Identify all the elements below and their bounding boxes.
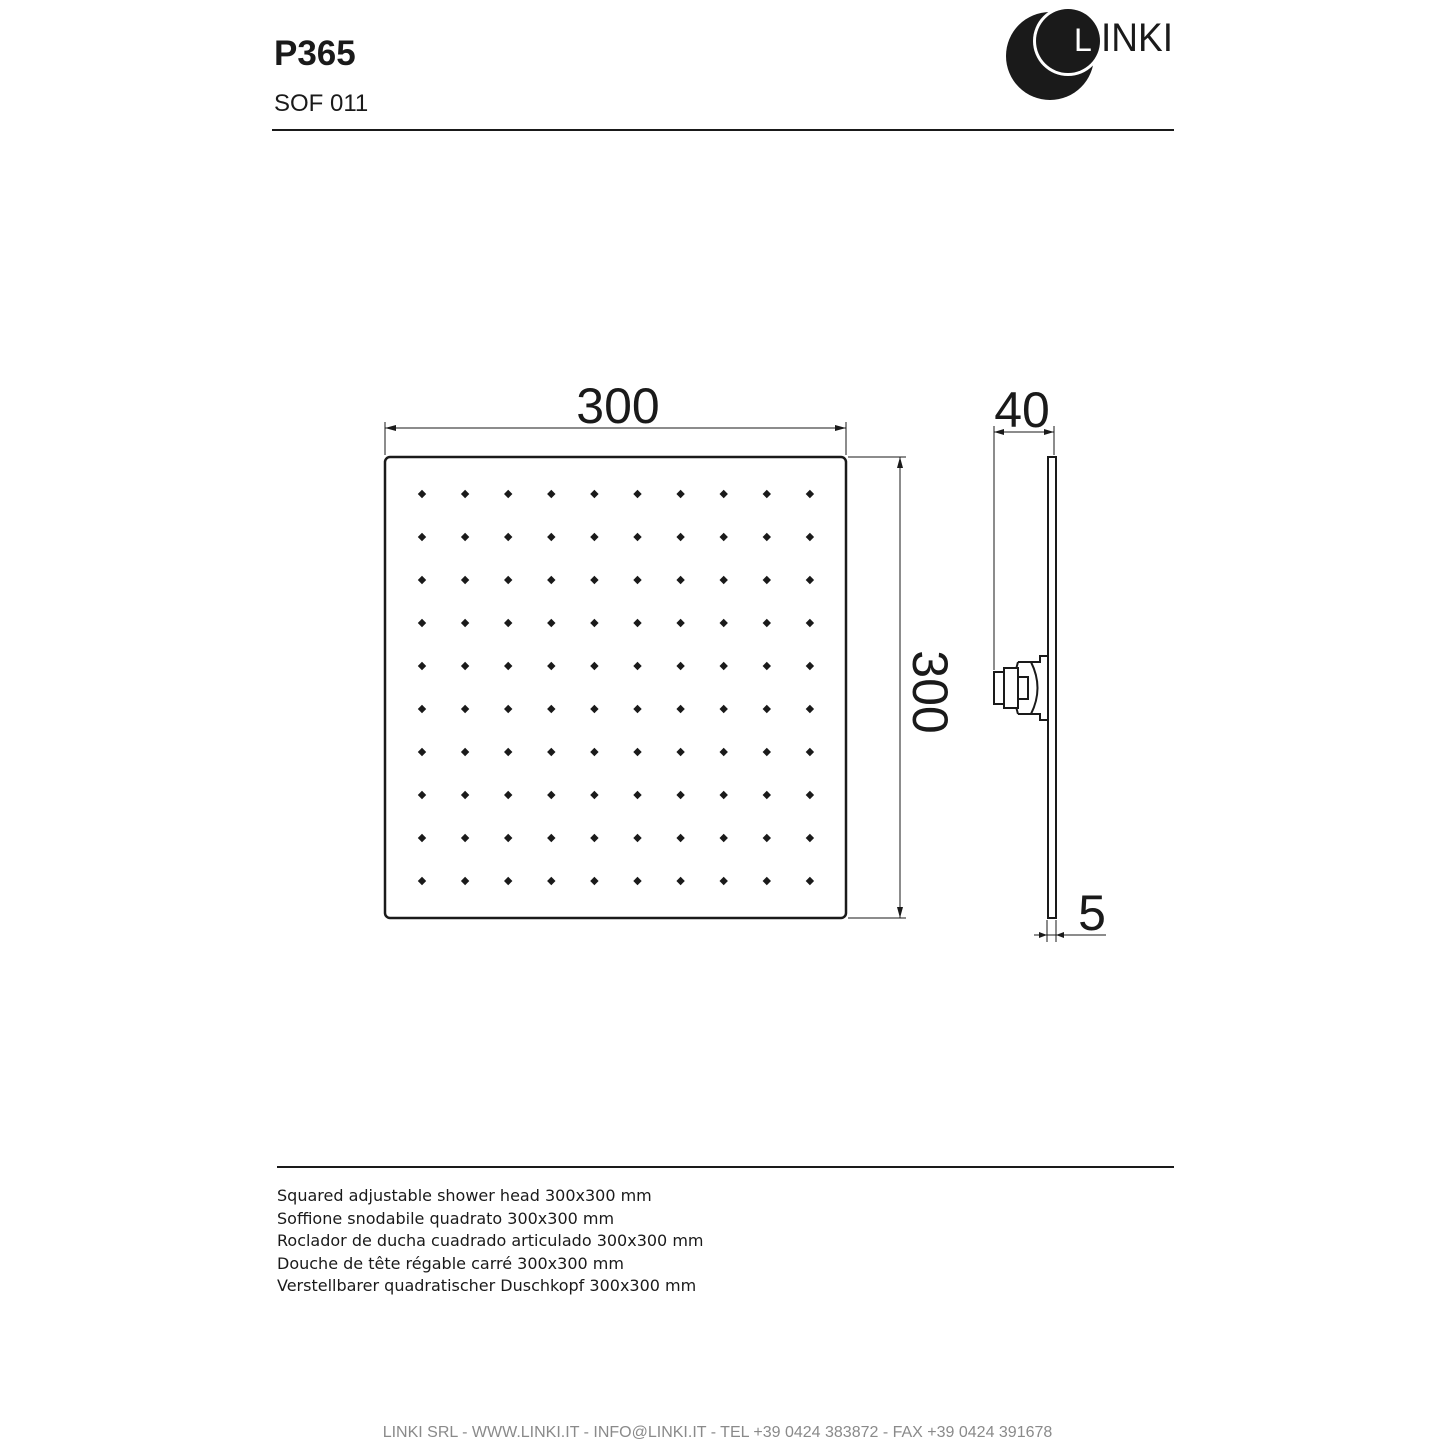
- nozzle-dot: [806, 490, 814, 498]
- nozzle-dot: [418, 490, 426, 498]
- nozzle-dot: [547, 576, 555, 584]
- shower-head-side-plate: [1048, 457, 1056, 918]
- nozzle-dot: [676, 705, 684, 713]
- product-subcode: SOF 011: [274, 90, 369, 117]
- height-arrow-top: [897, 457, 903, 468]
- nozzle-dot: [504, 490, 512, 498]
- nozzle-dot: [676, 490, 684, 498]
- nozzle-dot: [633, 490, 641, 498]
- nozzle-dot: [763, 490, 771, 498]
- nozzle-dot: [504, 748, 512, 756]
- nozzle-dot: [720, 533, 728, 541]
- nozzle-dot: [461, 834, 469, 842]
- nozzle-dot: [547, 834, 555, 842]
- nozzle-dot: [547, 619, 555, 627]
- nozzle-dot: [763, 705, 771, 713]
- nozzle-dot: [504, 576, 512, 584]
- thickness-arrow-right: [1056, 932, 1064, 938]
- nozzle-dot: [418, 619, 426, 627]
- nozzle-dot: [633, 576, 641, 584]
- nozzle-dot: [633, 662, 641, 670]
- nozzle-dot: [676, 748, 684, 756]
- nozzle-dot: [590, 705, 598, 713]
- nozzle-dot: [676, 877, 684, 885]
- description-line-fr: Douche de tête régable carré 300x300 mm: [277, 1253, 624, 1273]
- product-description: [277, 1185, 704, 1298]
- nozzle-dot: [547, 877, 555, 885]
- nozzle-dot: [763, 576, 771, 584]
- width-arrow-left: [385, 425, 396, 431]
- nozzle-dot: [504, 533, 512, 541]
- description-line-en: Squared adjustable shower head 300x300 mm: [277, 1186, 652, 1205]
- nozzle-dot: [547, 533, 555, 541]
- nozzle-dot: [676, 662, 684, 670]
- nozzle-dot: [504, 619, 512, 627]
- width-arrow-right: [835, 425, 846, 431]
- nozzle-dot: [590, 490, 598, 498]
- thickness-arrow-left: [1039, 932, 1047, 938]
- nozzle-dot: [633, 877, 641, 885]
- nozzle-dot: [418, 662, 426, 670]
- nozzle-dot: [418, 576, 426, 584]
- nozzle-dot: [547, 748, 555, 756]
- nozzle-dot: [806, 791, 814, 799]
- nozzle-dot: [720, 705, 728, 713]
- nozzle-dot: [720, 490, 728, 498]
- nozzle-dot: [418, 834, 426, 842]
- nozzle-dot: [461, 619, 469, 627]
- nozzle-dot: [720, 662, 728, 670]
- nozzle-dot: [547, 662, 555, 670]
- nozzle-dot: [806, 533, 814, 541]
- nozzle-dot: [590, 834, 598, 842]
- nozzle-dot: [633, 834, 641, 842]
- nozzle-dot: [806, 748, 814, 756]
- description-line-es: Roclador de ducha cuadrado articulado 300x300 mm: [277, 1231, 704, 1250]
- height-arrow-bottom: [897, 907, 903, 918]
- nozzle-dot: [806, 662, 814, 670]
- nozzle-dot: [763, 748, 771, 756]
- nozzle-dot: [806, 619, 814, 627]
- nozzle-dot: [763, 877, 771, 885]
- ball-joint-connector: [994, 656, 1048, 720]
- nozzle-dot: [418, 533, 426, 541]
- nozzle-dot: [763, 619, 771, 627]
- nozzle-dot: [418, 877, 426, 885]
- nozzle-dot: [547, 705, 555, 713]
- nozzle-dot: [633, 705, 641, 713]
- nozzle-dot: [547, 490, 555, 498]
- nozzle-dot: [418, 705, 426, 713]
- nozzle-dot: [590, 877, 598, 885]
- nozzle-dot: [590, 662, 598, 670]
- nozzle-dot: [676, 576, 684, 584]
- nozzle-dot: [633, 533, 641, 541]
- nozzle-dot: [806, 834, 814, 842]
- nozzle-dot: [763, 834, 771, 842]
- nozzle-dot: [633, 619, 641, 627]
- nozzle-dot: [806, 705, 814, 713]
- thickness-label: 5: [1078, 885, 1106, 941]
- nozzle-dot: [504, 877, 512, 885]
- nozzle-dot: [720, 791, 728, 799]
- footer-rule: [277, 1166, 1174, 1168]
- nozzle-grid: [418, 490, 814, 885]
- nozzle-dot: [504, 705, 512, 713]
- nozzle-dot: [418, 748, 426, 756]
- product-code: P365: [274, 34, 356, 73]
- nozzle-dot: [806, 877, 814, 885]
- nozzle-dot: [461, 576, 469, 584]
- nozzle-dot: [590, 791, 598, 799]
- nozzle-dot: [720, 619, 728, 627]
- nozzle-dot: [763, 533, 771, 541]
- nozzle-dot: [461, 748, 469, 756]
- nozzle-dot: [676, 533, 684, 541]
- nozzle-dot: [676, 619, 684, 627]
- nozzle-dot: [461, 791, 469, 799]
- nozzle-dot: [763, 662, 771, 670]
- nozzle-dot: [461, 490, 469, 498]
- nozzle-dot: [676, 834, 684, 842]
- logo-text: INKI: [1101, 16, 1173, 60]
- nozzle-dot: [504, 662, 512, 670]
- nozzle-dot: [504, 791, 512, 799]
- nozzle-dot: [547, 791, 555, 799]
- nozzle-dot: [590, 748, 598, 756]
- shower-head-front-outline: [385, 457, 846, 918]
- nozzle-dot: [720, 834, 728, 842]
- nozzle-dot: [418, 791, 426, 799]
- nozzle-dot: [461, 705, 469, 713]
- nozzle-dot: [763, 791, 771, 799]
- nozzle-dot: [590, 576, 598, 584]
- height-label: 300: [902, 650, 958, 734]
- nozzle-dot: [633, 791, 641, 799]
- width-label: 300: [576, 378, 660, 434]
- depth-label: 40: [994, 382, 1050, 438]
- nozzle-dot: [720, 877, 728, 885]
- nozzle-dot: [461, 877, 469, 885]
- nozzle-dot: [676, 791, 684, 799]
- logo-letter: L: [1074, 22, 1092, 58]
- nozzle-dot: [504, 834, 512, 842]
- nozzle-dot: [590, 619, 598, 627]
- nozzle-dot: [720, 748, 728, 756]
- nozzle-dot: [461, 662, 469, 670]
- nozzle-dot: [590, 533, 598, 541]
- description-line-de: Verstellbarer quadratischer Duschkopf 300x300 mm: [277, 1276, 697, 1295]
- nozzle-dot: [461, 533, 469, 541]
- nozzle-dot: [720, 576, 728, 584]
- description-line-it: Soffione snodabile quadrato 300x300 mm: [277, 1208, 615, 1228]
- company-footer: LINKI SRL - WWW.LINKI.IT - INFO@LINKI.IT - TEL +39 0424 383872 - FAX +39 0424 391678: [382, 1424, 1053, 1441]
- nozzle-dot: [633, 748, 641, 756]
- nozzle-dot: [806, 576, 814, 584]
